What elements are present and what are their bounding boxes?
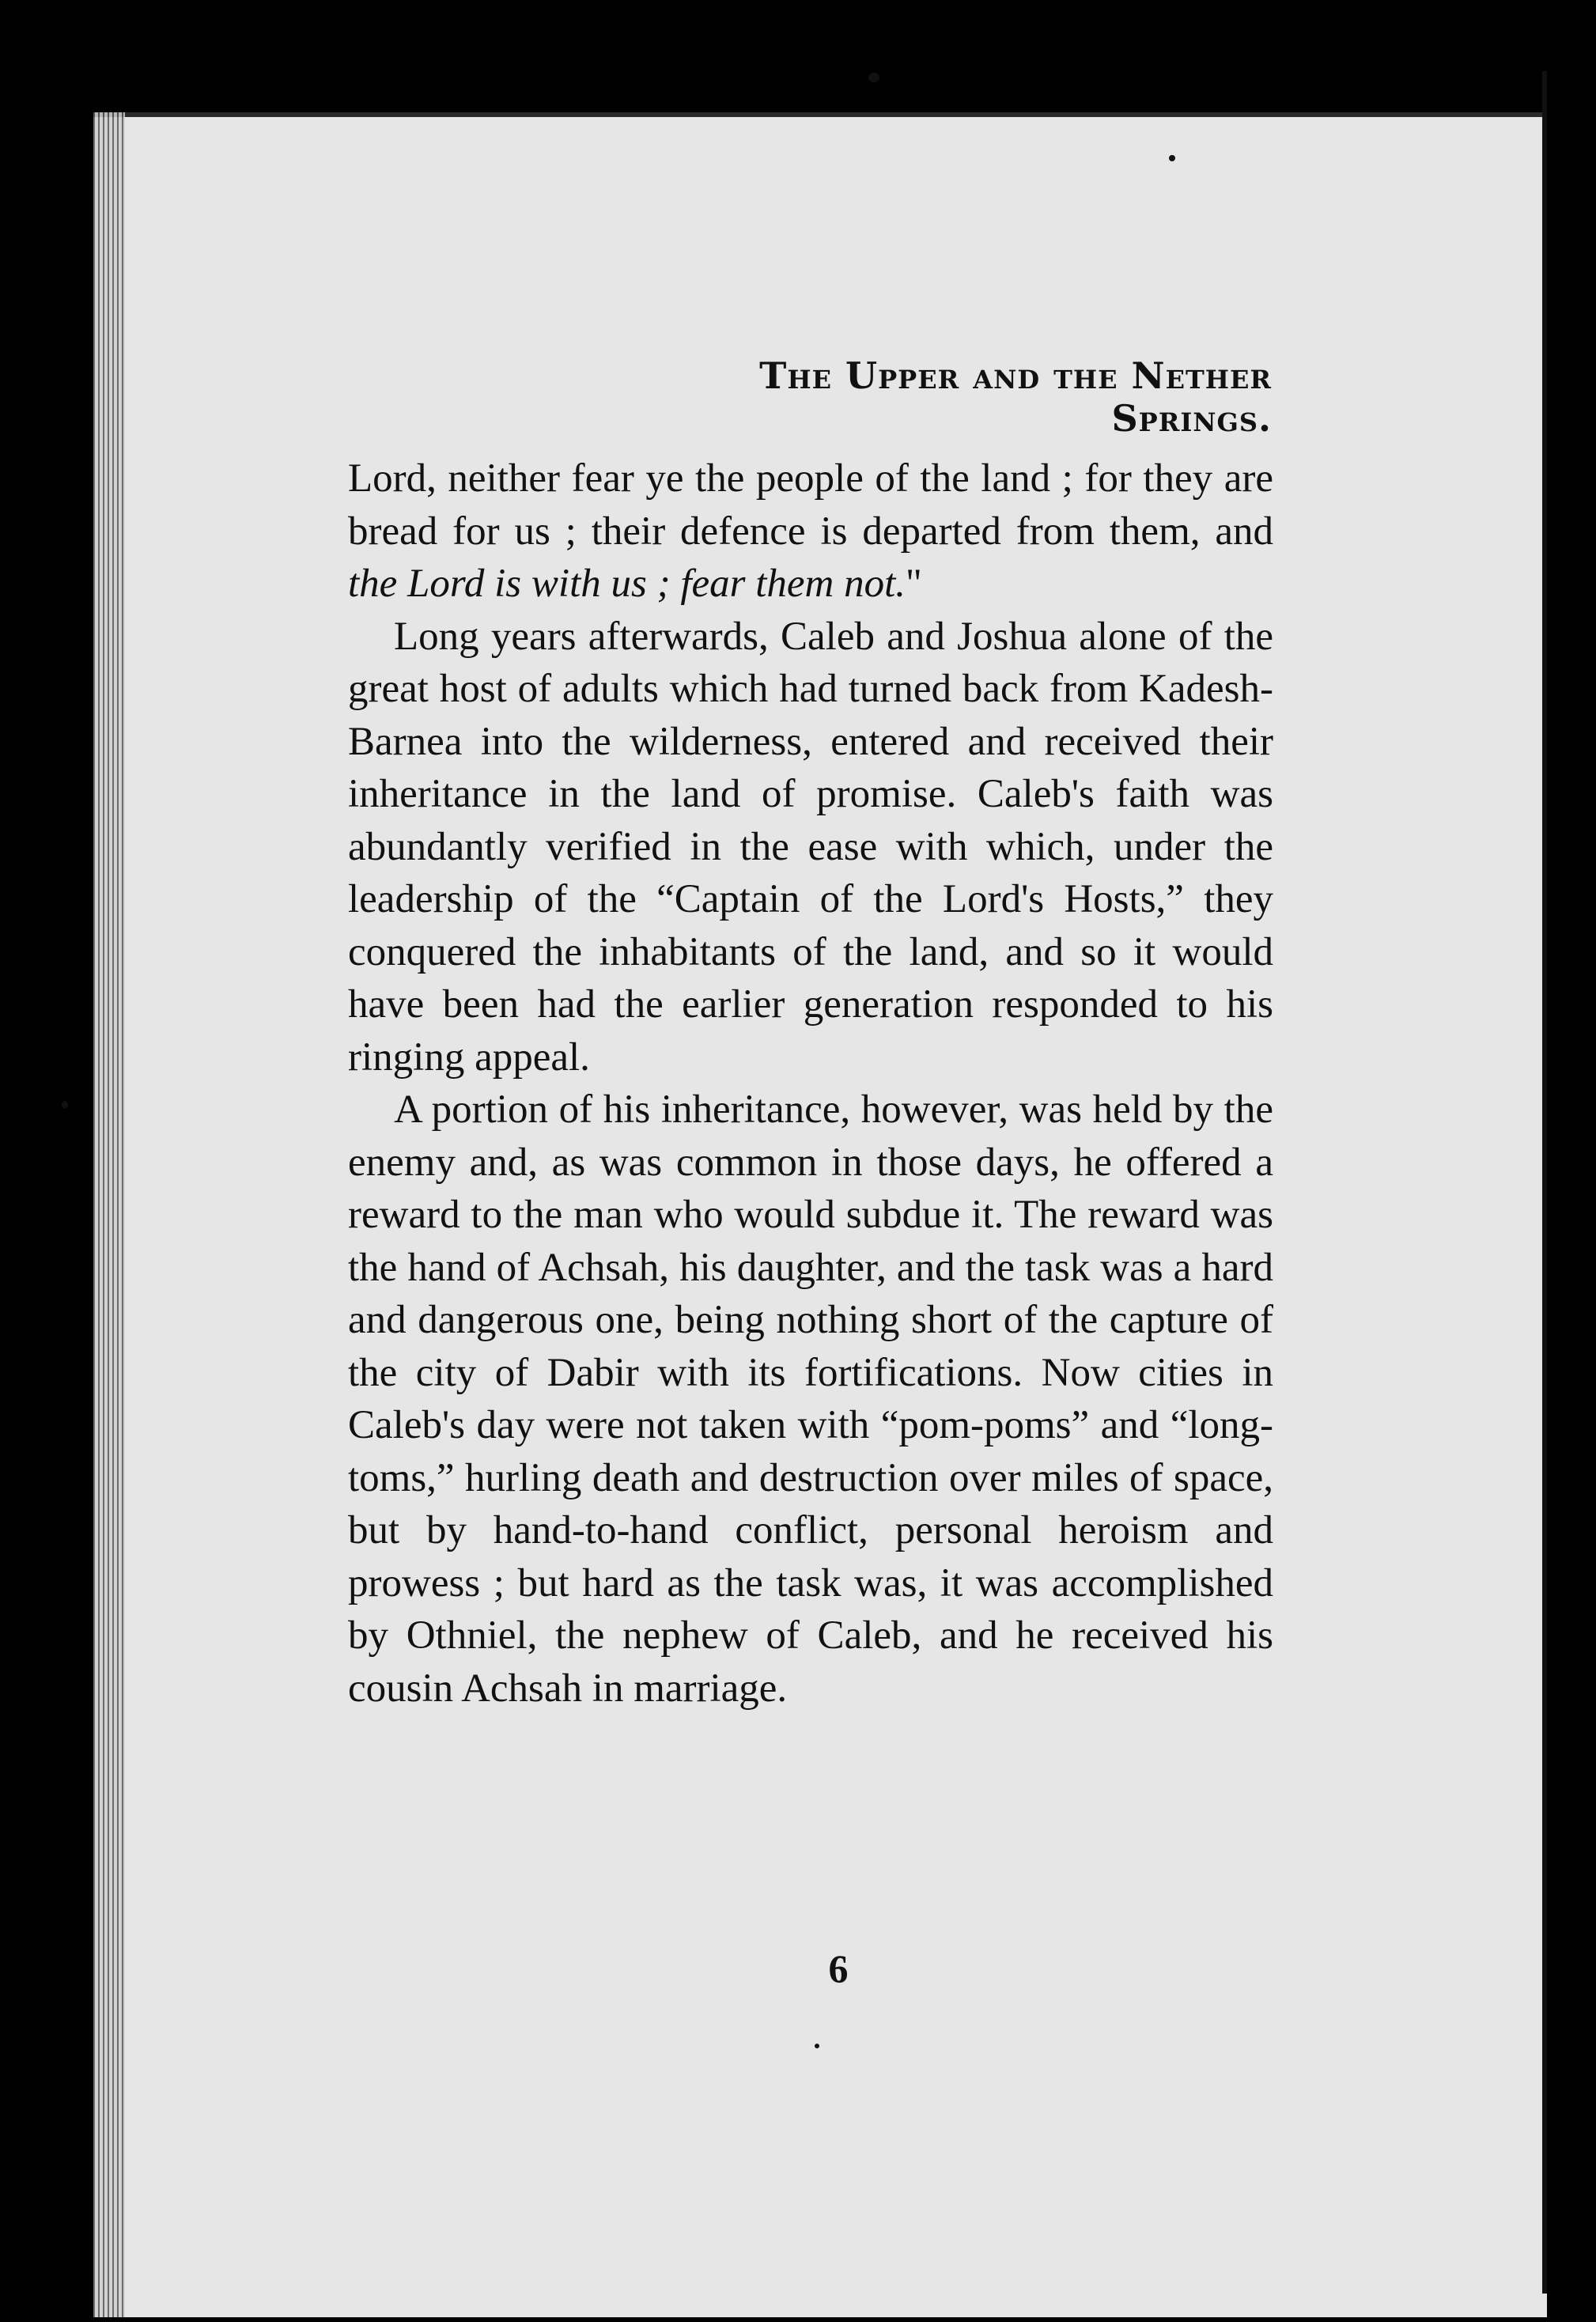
page-spine-edge — [93, 112, 125, 2317]
page-number: 6 — [828, 1946, 849, 1991]
paragraph-1-italic: the Lord is with us ; fear them not. — [348, 562, 906, 606]
running-head: The Upper and the Nether Springs. — [759, 354, 1272, 440]
paragraph-1-text: Lord, neither fear ye the people of the land ; for they are bread for us ; their defence is departed from them, and — [348, 456, 1273, 554]
paragraph-3: A portion of his inheritance, however, was held by the enemy and, as was common in those days, he offered a reward to the man who would subdue it. The reward was the hand of Achsah, his daughter, and the task was a hard and dangerous one, being nothing short of the capture of the city of Dabir with its fortifications. Now cities in Caleb's day were not taken with “pom-poms” and “long-toms,” hurling death and destruction over miles of space, but by hand-to-hand conflict, personal heroism and prowess ; but hard as the task was, it was accomplished by Othniel, the nephew of Caleb, and he received his cousin Achsah in marriage. — [348, 1087, 1273, 1711]
paragraph-continuation — [348, 452, 1273, 611]
dust-speck — [62, 1101, 68, 1109]
dust-speck — [1169, 155, 1175, 161]
dust-speck — [868, 73, 879, 82]
dust-speck — [815, 2044, 819, 2048]
page-right-edge — [1542, 71, 1547, 2294]
body-text — [348, 452, 1273, 1715]
paragraph-2: Long years afterwards, Caleb and Joshua alone of the great host of adults which had turned back from Kadesh-Barnea into the wilderness, entered and received their inheritance in the land of promise. Caleb's faith was abundantly verified in the ease with which, under the leadership of the “Captain of the Lord's Hosts,” they conquered the inhabitants of the land, and so it would have been had the earlier generation responded to his ringing appeal. — [348, 614, 1273, 1080]
paragraph-1-closing-quote: " — [906, 562, 922, 606]
